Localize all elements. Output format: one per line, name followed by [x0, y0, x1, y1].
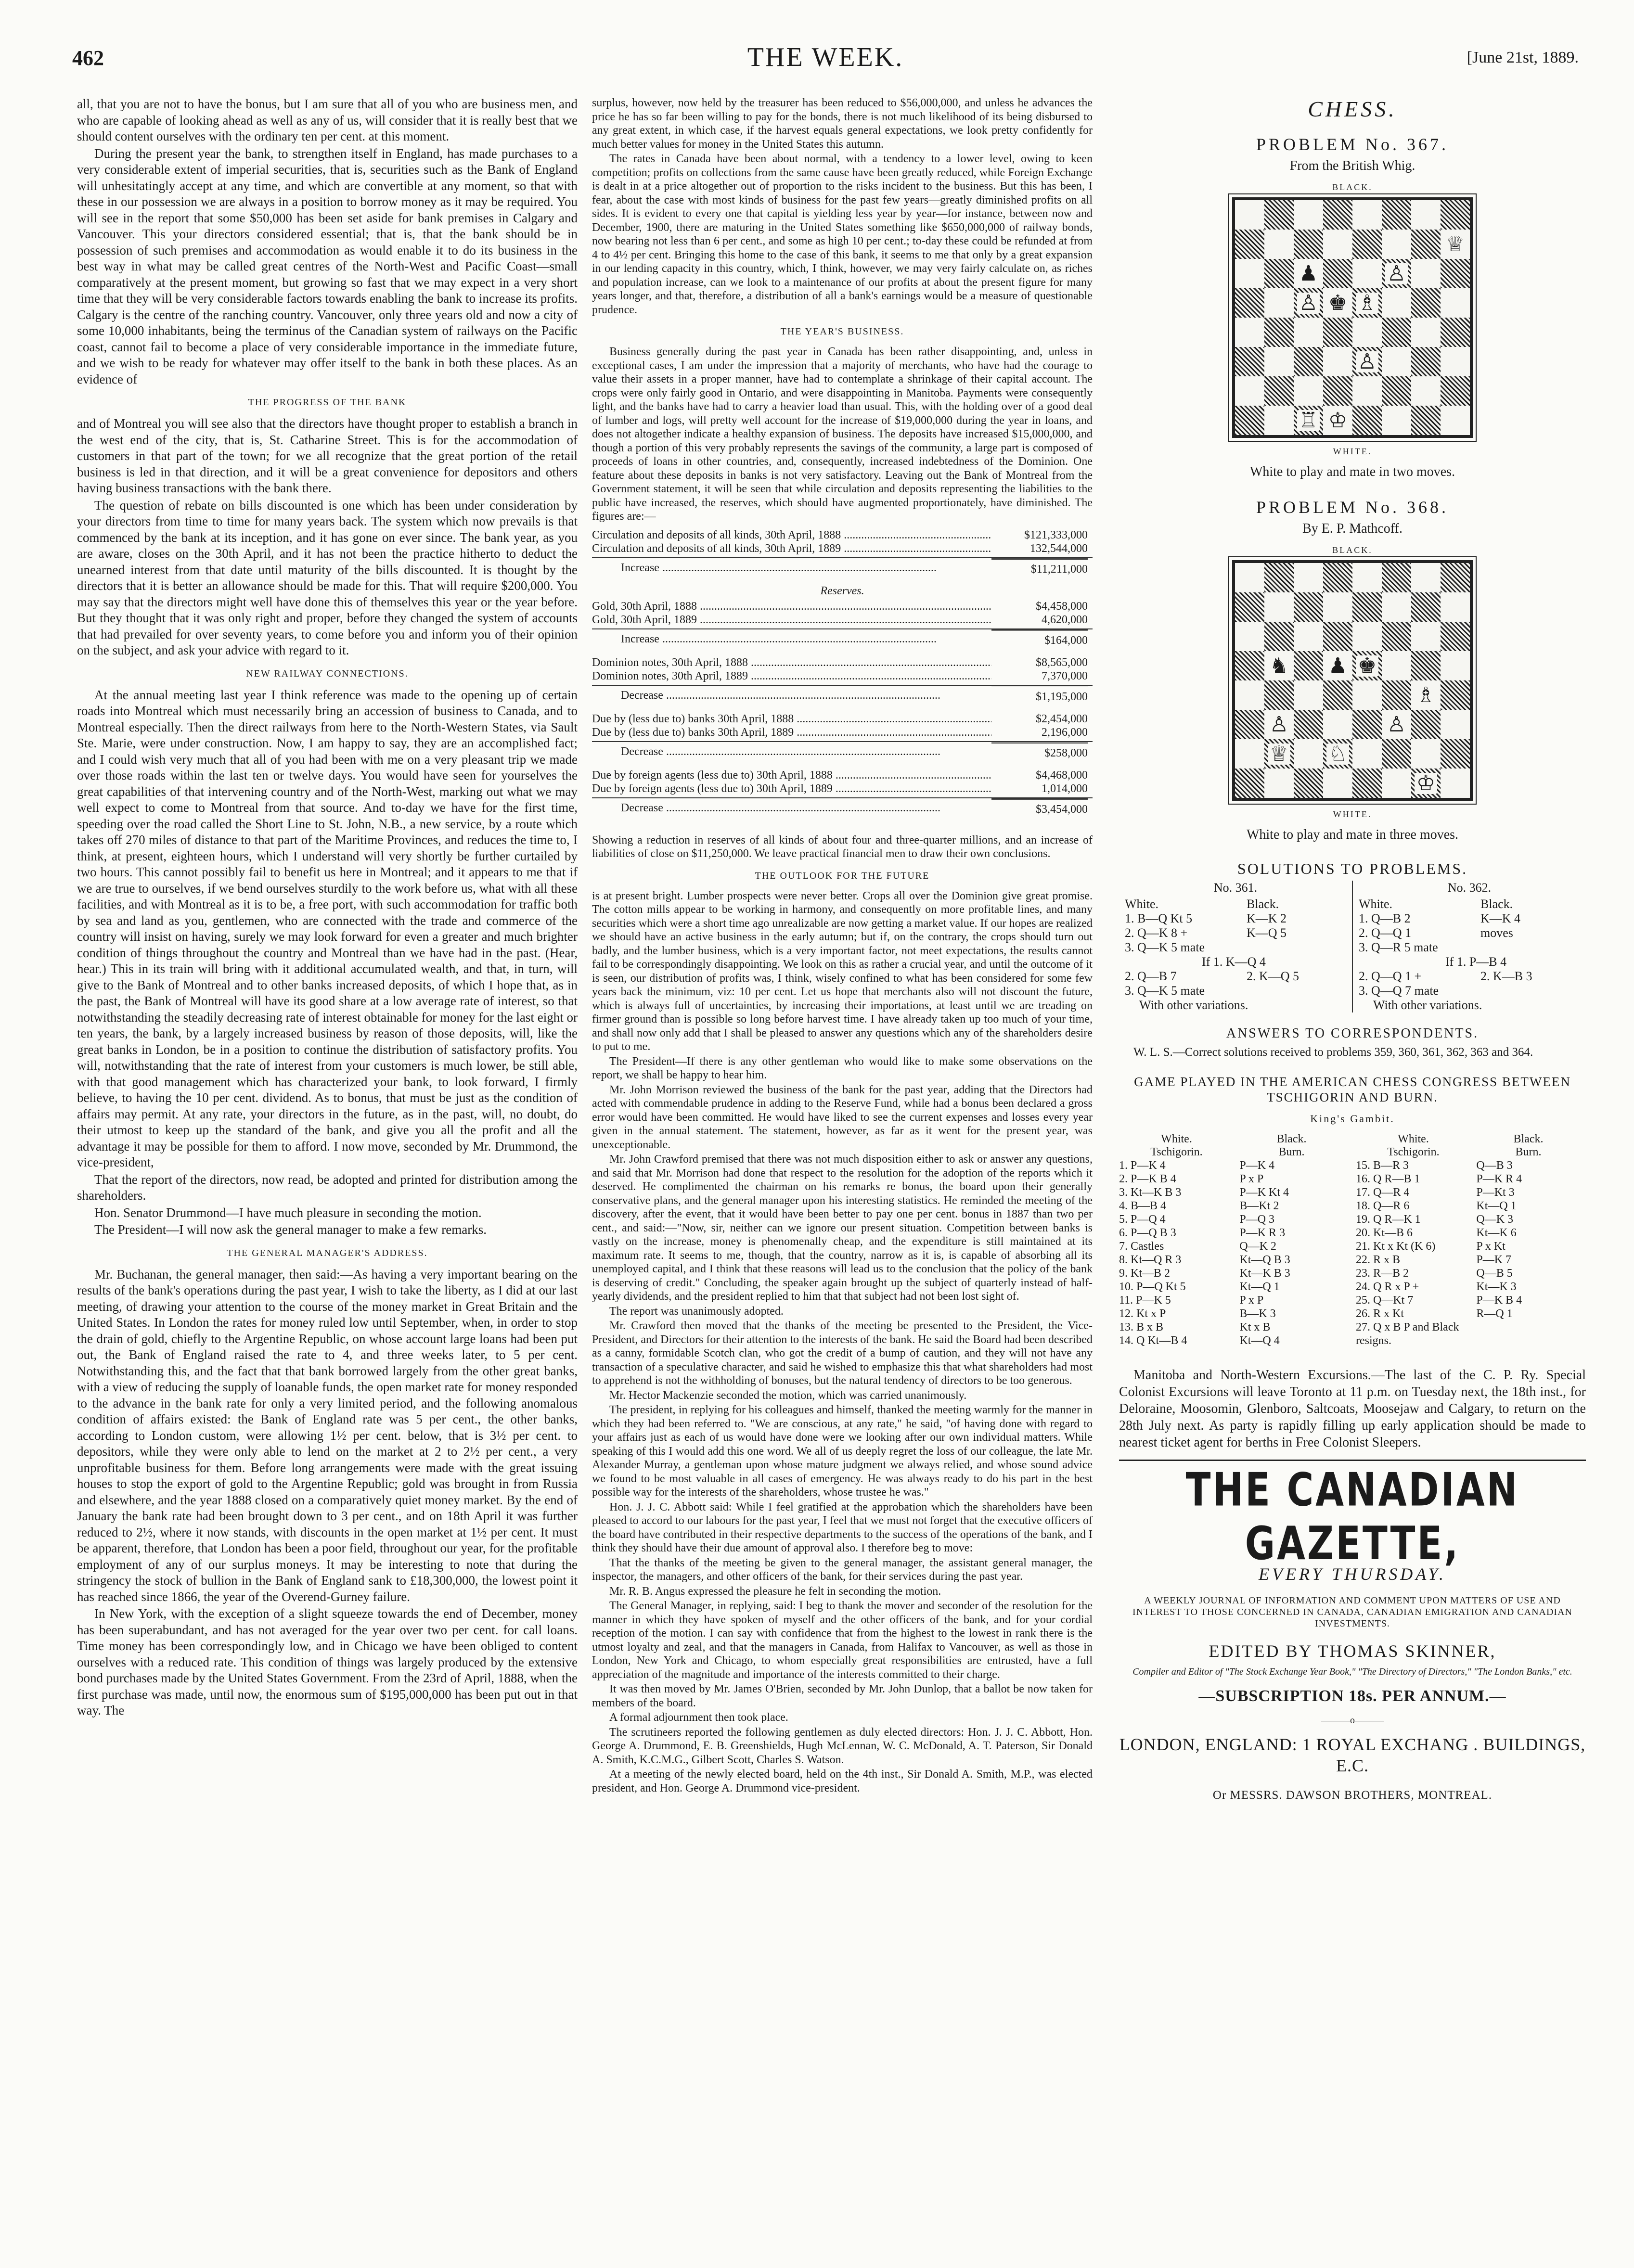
board-square: [1264, 288, 1294, 318]
move-row: 18. Q—R 6 Kt—Q 1: [1356, 1200, 1517, 1212]
board-square: [1441, 376, 1470, 406]
game-subtitle: King's Gambit.: [1310, 1113, 1395, 1125]
chess-piece-icon: ♙: [1385, 714, 1408, 735]
board-square: [1352, 622, 1382, 651]
board-square: [1294, 318, 1323, 347]
paragraph: That the report of the directors, now read, be adopted and printed for distribution among the shareholders.: [77, 1172, 578, 1203]
board-square: [1441, 592, 1470, 622]
masthead: THE WEEK.: [747, 42, 904, 72]
move-row: 8. Kt—Q R 3 Kt—Q B 3: [1119, 1254, 1290, 1266]
board-square: [1352, 200, 1382, 230]
board-square: [1382, 769, 1411, 798]
board-square: [1235, 376, 1264, 406]
move-row: 21. Kt x Kt (K 6) P x Kt: [1356, 1240, 1505, 1253]
paragraph: Mr. Buchanan, the general manager, then said:—As having a very important bearing on the results of the bank's operations during the past year, I wish to take the liberty, as I did at our last meeting, of drawing your attention to the course of the money market in Great Britain and the United States. In London the rates for money ruled low until September, when, in order to stop the drain of gold, chiefly to the Argentine Republic, on whose account large loans had been put out, the Bank of England raised the rate to 4, and three weeks later, to 5 per cent. Notwithstanding this, and the fact that that bank borrowed largely from the other great banks, with a view of reducing the supply of loanable funds, the open market rate for money responded to the advance in the bank rate for only a very limited period, and the following anomalous condition of affairs existed: the Bank of England rate was 5 per cent., the other banks, according to London custom, were allowing 1½ per cent. below, that is 3½ per cent. to depositors, while they were only able to lend on the market at 2 to 2½ per cent., a very unprofitable business for them. Before long arrangements were made with the great issuing houses to stop the export of gold to the Argentine Republic; gold was brought in from Russia and elsewhere, and the year 1888 closed on a comparatively quiet money market. By the end of January the bank rate had been brought down to 3 per cent., and on 18th April it was further reduced to 2½, where it now stands, with discounts in the open market at 1½ per cent. It must be apparent, therefore, that London has been a poor field, throughout our year, for the profitable employment of any of our surplus moneys. It may be interesting to note that during the stringency the stock of bullion in the Bank of England sank to £18,300,000, the lowest point it has reached since 1866, the year of the Overend-Gurney failure.: [77, 1267, 578, 1604]
chess-piece-icon: ♕: [1444, 234, 1467, 255]
move-row: 27. Q x B P and Black resigns.: [1356, 1321, 1459, 1347]
paragraph: Business generally during the past year in Canada has been rather disappointing, and, unless in exceptional cases, I am under the impression that a majority of merchants, who have had the courage to value their assets in a proper manner, have had to contemplate a shrinkage of their capital account. The crops were only fairly good in Ontario, and were disappointing in Manitoba. Payments were consequently light, and the banks have had to carry a heavier load than usual. This, with the holding over of a good deal of lumber and logs, will pretty well account for the increase of $19,000,000 during the year in loans, and does not altogether indicate a healthy expansion of business. The deposits have increased $15,000,000, and though a portion of this very probably represents the savings of the community, a large part is composed of proceeds of loans in other countries, and, consequently, increased indebtedness of the Dominion. One feature about these deposits in banks is not very satisfactory. Leaving out the Bank of Montreal from the Government statement, it will be seen that while circulation and deposits representing the liabilities to the public have increased, the reserves, which should have augmented proportionately, have diminished. The figures are:—: [592, 346, 1093, 523]
paragraph: The president, in replying for his colleagues and himself, thanked the meeting warmly for the manner in which they had been referred to. "We are conscious, at any rate," he said, "of having done with regard to your affairs just as each of us would have done were we looking after our own individual matters. While speaking of this I would add this one word. We all of us deeply regret the loss of our colleague, the late Mr. Alexander Murray, a gentleman upon whose mature judgment we always relied, and whose sound advice we found to be most valuable in all cases of emergency. He was always ready to do his part in the best possible way for the interests of the shareholders, whose trustee he was.": [592, 1404, 1093, 1499]
board-square: [1382, 680, 1411, 710]
board-square: [1382, 406, 1411, 435]
board-square: [1411, 739, 1441, 769]
move-row: 3. Kt—K B 3 P—K Kt 4: [1119, 1186, 1289, 1199]
board-square: [1382, 318, 1411, 347]
paragraph: A formal adjournment then took place.: [609, 1711, 788, 1724]
board-square: [1411, 376, 1441, 406]
gazette-compiler: Compiler and Editor of "The Stock Exchange Year Book," "The Directory of Directors," "The London Banks," etc.: [1132, 1666, 1572, 1677]
page-number: 462: [72, 46, 104, 70]
move-row: 16. Q R—B 1 P—K R 4: [1356, 1173, 1522, 1185]
move-row: 15. B—R 3 Q—B 3: [1356, 1159, 1513, 1172]
board-square: [1294, 230, 1323, 259]
board-square: [1235, 347, 1264, 376]
statement-total: Decrease ..... $1,195,000: [592, 685, 1093, 706]
gazette-address: LONDON, ENGLAND: 1 ROYAL EXCHANG . BUILDINGS, E.C.: [1119, 1735, 1586, 1775]
board-square: [1235, 651, 1264, 680]
column-1: [77, 96, 578, 2238]
board-square: [1411, 680, 1441, 710]
chess-piece-icon: ♗: [1415, 685, 1437, 706]
board-square: [1323, 230, 1352, 259]
paragraph: At the annual meeting last year I think reference was made to the opening up of certain roads into Montreal which must necessarily bring an accession of business to Canada, and to Montreal especially. Then the direct railways from here to the North-Western States, via Sault Ste. Marie, were under construction. Now, I am happy to say, they are an accomplished fact; and I could wish very much that all of you had been with me on a very pleasant trip we made over those roads within the last ten or twelve days. You would have seen for yourselves the great capabilities of that intervening country and of the North-West, marking out what we may well expect to come to Montreal from that source. And to-day we have for the first time, speeding over the road called the Short Line to St. John, N.B., a new service, by a route which takes off 270 miles of distance to that part of the Maritime Provinces, and reduces the time to, I think, at present, eighteen hours, which I understand will very shortly be further curtailed by two hours. This cannot possibly fail to benefit us here in Montreal; and it appears to me that if we are true to ourselves, if we bend ourselves sturdily to the work before us, what with all these facilities, and with Montreal as it is to be, a free port, with such accommodation for traffic both by sea and land as you, gentlemen, who are connected with the trade and commerce of the country will insist on having, surely we may look forward for even a greater and much brighter condition of things throughout the country and Montreal than we have had in the past. (Hear, hear.) This in its train will bring with it additional accumulated wealth, and that, in turn, will give to the Bank of Montreal and to other banks increased deposits, of which I hope that, as in the past, the Bank of Montreal will have its good share at a low average rate of interest, so that notwithstanding the steadily decreasing rate of interest obtainable for money for the last eight or ten years, the bank, by a largely increased business by reason of those deposits, will, like the great banks in London, be in a position to continue the distribution of satisfactory profits. You will, notwithstanding that the rate of interest from your customers is much lower, be still able, with that good management which has characterized your bank, to look forward, I firmly believe, to having the 10 per cent. dividend. As to bonus, that must be just as the condition of affairs may permit. At any rate, your directors in the future, as in the past, will, no doubt, do their utmost to keep up the standard of the bank, and give you all the profit and all the advantage it may be possible for them to afford. I now move, seconded by Mr. Drummond, the vice-president,: [77, 687, 578, 1169]
chess-piece-icon: ♕: [1268, 743, 1290, 765]
board-square: [1323, 739, 1352, 769]
board-square: [1294, 200, 1323, 230]
chess-board-368: [1232, 560, 1473, 801]
section-heading: THE PROGRESS OF THE BANK: [248, 397, 407, 408]
move-row: 13. B x B Kt x B: [1119, 1321, 1271, 1333]
board-square: [1235, 563, 1264, 592]
excursion-notice: Manitoba and North-Western Excursions.—The last of the C. P. Ry. Special Colonist Excursions will leave Toronto at 11 p.m. on Tuesday next, the 18th inst., for Deloraine, Moosomin, Glenboro, Saltcoats, Moosejaw and Calgary, to return on the 28th July next. As party is rapidly filling up early application should be made to nearest ticket agent for berths in Free Colonist Sleepers.: [1119, 1367, 1586, 1461]
game-score: [1119, 1133, 1586, 1347]
statement-row: Due by (less due to) banks 30th April, 1889 ..... 2,196,000: [592, 726, 1093, 739]
chess-title: CHESS.: [1308, 97, 1397, 121]
paragraph: Mr. Crawford then moved that the thanks of the meeting be presented to the President, the Vice-President, and Directors for their attention to the interests of the bank. He said the Board had been described as a canny, formidable Scotch clan, who got the credit of a bump of caution, and they will not have any transaction of a speculative character, and said he wished to emphasize this that what shareholders had most to apprehend is not the withholding of bonuses, but the natural tendency of directors to be too generous.: [592, 1320, 1093, 1387]
board-square: [1441, 230, 1470, 259]
board-square: [1382, 739, 1411, 769]
board-square: [1352, 680, 1382, 710]
white-label: WHITE.: [1333, 809, 1372, 819]
statement-row: Due by foreign agents (less due to) 30th April, 1889 ..... 1,014,000: [592, 782, 1093, 795]
board-square: [1323, 376, 1352, 406]
board-square: [1323, 318, 1352, 347]
board-square: [1294, 710, 1323, 739]
board-square: [1382, 563, 1411, 592]
board-square: [1294, 769, 1323, 798]
separator: ———o———: [1321, 1715, 1384, 1726]
board-square: [1352, 406, 1382, 435]
board-square: [1352, 318, 1382, 347]
board-square: [1264, 592, 1294, 622]
board-square: [1441, 739, 1470, 769]
move-row: 22. R x B P—K 7: [1356, 1254, 1512, 1266]
board-square: [1323, 622, 1352, 651]
paragraph: Hon. Senator Drummond—I have much pleasure in seconding the motion.: [94, 1205, 482, 1220]
paragraph: Mr. R. B. Angus expressed the pleasure he felt in seconding the motion.: [609, 1585, 941, 1598]
board-square: [1382, 622, 1411, 651]
move-row: 6. P—Q B 3 P—K R 3: [1119, 1227, 1286, 1239]
paragraph: Mr. John Crawford premised that there was not much disposition either to ask or answer any questions, and said that Mr. Morrison had done that respect to the resolution for the adoption of the reports which it deserved. He complimented the chairman on his remarks re bonus, the board upon their generally conservative plans, and the general manager upon his interesting statistics. He reminded the meeting of the discovery, after the event, that it would have been better to pay one per cent. bonus in 1887 than two per cent., and said:—"Now, sir, neither can we ignore our present situation. Competition between banks is vastly on the increase, money is phenomenally cheap, and the expenditure is still maintained at its maximum rate. It seems to me, though, that the country, narrow as it is, is capable of absorbing all its unemployed capital, and I think that these reasons will lead us to the conclusion that the policy of the bank is deserving of credit." Concluding, the speaker again brought up the subject of quarterly instead of half-yearly dividends, and the president replied to him that that subject had not been lost sight of.: [592, 1153, 1093, 1303]
paragraph: and of Montreal you will see also that the directors have thought proper to establish a branch in the west end of the city, that is, St. Catharine Street. This is for the accommodation of customers in that part of the town; for we all recognize that the great portion of the retail business is led in that direction, and it will be a great convenience for depositors and others having business transactions with the bank there.: [77, 416, 578, 495]
board-square: [1352, 651, 1382, 680]
solution-362: No. 362. White. Black. 1. Q—B 2 K—K 4 2. Q—Q 1 moves 3. Q—R 5 mate If 1. P—B 4 2. Q—Q 1 + 2. K—B 3 3. Q—Q 7 mate With other variations.: [1352, 881, 1586, 1012]
move-row: 14. Q Kt—B 4 Kt—Q 4: [1119, 1334, 1280, 1347]
paragraph: At a meeting of the newly elected board, held on the 4th inst., Sir Donald A. Smith, M.P., was elected president, and Hon. George A. Drummond vice-president.: [592, 1768, 1093, 1794]
game-title: GAME PLAYED IN THE AMERICAN CHESS CONGRESS BETWEEN TSCHIGORIN AND BURN.: [1134, 1075, 1571, 1104]
problem-367-caption: White to play and mate in two moves.: [1249, 464, 1455, 479]
statement-row: Dominion notes, 30th April, 1888 ..... $8,565,000: [592, 656, 1093, 669]
board-square: [1235, 592, 1264, 622]
board-square: [1411, 769, 1441, 798]
problem-368-title: PROBLEM No. 368.: [1256, 498, 1449, 517]
board-square: [1352, 592, 1382, 622]
chess-piece-icon: ♗: [1356, 293, 1378, 314]
board-square: [1352, 563, 1382, 592]
move-row: 12. Kt x P B—K 3: [1119, 1307, 1276, 1320]
board-square: [1411, 259, 1441, 288]
move-row: 24. Q R x P + Kt—K 3: [1356, 1281, 1517, 1293]
board-square: [1411, 622, 1441, 651]
statement-subhead: Reserves.: [820, 584, 864, 597]
board-square: [1441, 769, 1470, 798]
board-square: [1235, 288, 1264, 318]
board-square: [1235, 622, 1264, 651]
board-square: [1235, 769, 1264, 798]
answers-title: ANSWERS TO CORRESPONDENTS.: [1226, 1026, 1479, 1041]
board-square: [1294, 259, 1323, 288]
board-square: [1382, 592, 1411, 622]
section-heading: NEW RAILWAY CONNECTIONS.: [246, 668, 409, 679]
chess-piece-icon: ♖: [1297, 410, 1320, 431]
problem-367-byline: From the British Whig.: [1289, 158, 1415, 173]
board-square: [1264, 318, 1294, 347]
board-square: [1264, 622, 1294, 651]
solutions-title: SOLUTIONS TO PROBLEMS.: [1237, 860, 1468, 877]
problem-368-caption: White to play and mate in three moves.: [1246, 827, 1459, 842]
move-row: 10. P—Q Kt 5 Kt—Q 1: [1119, 1281, 1280, 1293]
board-square: [1441, 651, 1470, 680]
black-label: BLACK.: [1332, 182, 1373, 192]
board-square: [1323, 259, 1352, 288]
statement-total: Decrease ..... $258,000: [592, 741, 1093, 763]
board-square: [1294, 651, 1323, 680]
board-square: [1352, 230, 1382, 259]
paragraph: During the present year the bank, to strengthen itself in England, has made purchases to a very considerable extent of imperial securities, that is, securities such as the Bank of England will unhesitatingly accept at any time, and which are convertible at any moment, so that with these in our possession we are always in a position to borrow money as it may be required. You will see in the report that some $50,000 has been set aside for bank premises in Calgary and Vancouver. This your directors considered essential; that is, that the bank should be in possession of such premises and accommodation as would enable it to do its business in the best way in what may be called great centres of the North-West and Pacific Coast—small comparatively at the present moment, but growing so fast that we may expect in a very short time that they will be very considerable factors towards enabling the bank to increase its profits. Calgary is the centre of the ranching country. Vancouver, only three years old and now a city of some 10,000 inhabitants, being the terminus of the Canadian system of railways on the Pacific coast, cannot fail to become a place of very considerable importance in the immediate future, and we wish to be ready for whatever may offer itself to the bank in both these places. As an evidence of: [77, 146, 578, 386]
move-row: 1. P—K 4 P—K 4: [1119, 1159, 1275, 1172]
section-heading: THE YEAR'S BUSINESS.: [780, 326, 904, 337]
solution-361: No. 361. White. Black. 1. B—Q Kt 5 K—K 2 2. Q—K 8 + K—Q 5 3. Q—K 5 mate If 1. K—Q 4 2. Q—B 7 2. K—Q 5 3. Q—K 5 mate With other variations.: [1125, 881, 1299, 1012]
move-row: 11. P—K 5 P x P: [1119, 1294, 1264, 1307]
reserves-statement: [592, 528, 1093, 819]
move-row: 17. Q—R 4 P—Kt 3: [1356, 1186, 1515, 1199]
board-square: [1352, 739, 1382, 769]
board-square: [1264, 739, 1294, 769]
board-square: [1264, 680, 1294, 710]
chess-piece-icon: ♟: [1297, 263, 1320, 284]
chess-piece-icon: ♙: [1385, 263, 1408, 284]
move-row: 4. B—B 4 B—Kt 2: [1119, 1200, 1279, 1212]
statement-total: Increase ..... $11,211,000: [592, 557, 1093, 579]
chess-piece-icon: ♚: [1326, 293, 1349, 314]
move-row: 9. Kt—B 2 Kt—K B 3: [1119, 1267, 1290, 1280]
move-row: 2. P—K B 4 P x P: [1119, 1173, 1264, 1185]
board-square: [1352, 259, 1382, 288]
board-square: [1323, 563, 1352, 592]
section-heading: THE GENERAL MANAGER'S ADDRESS.: [227, 1247, 428, 1258]
move-row: 25. Q—Kt 7 P—K B 4: [1356, 1294, 1522, 1307]
gazette-agents: Or MESSRS. DAWSON BROTHERS, MONTREAL.: [1212, 1789, 1492, 1802]
paragraph: The report was unanimously adopted.: [609, 1305, 784, 1318]
paragraph: Mr. Hector Mackenzie seconded the motion, which was carried unanimously.: [609, 1389, 967, 1402]
paragraph: all, that you are not to have the bonus, but I am sure that all of you who are business men, and who are capable of looking ahead as well as any of us, will consider that it is really best that we should content ourselves with the ordinary ten per cent. at this moment.: [77, 97, 578, 143]
solutions: [1119, 881, 1586, 1012]
board-square: [1382, 347, 1411, 376]
board-square: [1264, 200, 1294, 230]
move-row: 5. P—Q 4 P—Q 3: [1119, 1213, 1275, 1226]
board-square: [1323, 592, 1352, 622]
board-square: [1411, 406, 1441, 435]
issue-date: [June 21st, 1889.: [1467, 49, 1579, 66]
paragraph: The General Manager, in replying, said: I beg to thank the mover and seconder of the resolution for the manner in which they have spoken of myself and the other officers of the bank, and for your cordial reception of the motion. I can say with confidence that from the highest to the lowest in rank there is the utmost loyalty and zeal, and that the managers in Canada, from Halifax to Vancouver, as well as those in London, New York and Chicago, to whom especially great responsibilities are entrusted, have a full appreciation of the magnitude and importance of the interests committed to their charge.: [592, 1600, 1093, 1681]
gazette-description: A WEEKLY JOURNAL OF INFORMATION AND COMMENT UPON MATTERS OF USE AND INTEREST TO THOSE CONCERNED IN CANADA, CANADIAN EMIGRATION AND CANADIAN INVESTMENTS.: [1132, 1595, 1572, 1629]
section-heading: THE OUTLOOK FOR THE FUTURE: [755, 870, 930, 881]
board-square: [1441, 288, 1470, 318]
board-square: [1235, 739, 1264, 769]
board-square: [1441, 563, 1470, 592]
gazette-subscription: —SUBSCRIPTION 18s. PER ANNUM.—: [1198, 1687, 1506, 1705]
paragraph: surplus, however, now held by the treasurer has been reduced to $56,000,000, and unless he advances the price he has so far been willing to pay for the bonds, there is not much likelihood of its being disbursed to any great extent, in which case, if the harvest equals general expectations, we look pretty confidently for much better values for money in the United States this autumn.: [592, 97, 1093, 151]
board-square: [1382, 259, 1411, 288]
board-square: [1411, 710, 1441, 739]
board-square: [1382, 200, 1411, 230]
paragraph: Hon. J. J. C. Abbott said: While I feel gratified at the approbation which the shareholders have been pleased to accord to our labours for the past year, I feel that we must not forget that the executive officers of the board have contributed in their respective departments to the success of the operations of the bank, and I think they should have their due amount of approval also. I therefore beg to move:: [592, 1500, 1093, 1554]
chess-piece-icon: ♔: [1415, 773, 1437, 794]
statement-row: Dominion notes, 30th April, 1889 ..... 7,370,000: [592, 669, 1093, 683]
board-square: [1294, 622, 1323, 651]
problem-368-byline: By E. P. Mathcoff.: [1302, 521, 1402, 536]
board-square: [1441, 622, 1470, 651]
board-square: [1382, 651, 1411, 680]
board-square: [1264, 376, 1294, 406]
move-row: 20. Kt—B 6 Kt—K 6: [1356, 1227, 1517, 1239]
board-square: [1352, 288, 1382, 318]
chess-piece-icon: ♙: [1356, 351, 1378, 372]
board-square: [1294, 406, 1323, 435]
board-square: [1235, 710, 1264, 739]
column-3: [1119, 96, 1586, 2238]
paragraph: The President—I will now ask the general manager to make a few remarks.: [94, 1222, 487, 1237]
paragraph: Showing a reduction in reserves of all kinds of about four and three-quarter millions, and an increase of liabilities of close on $11,250,000. We leave practical financial men to draw their own conclusions.: [592, 833, 1093, 860]
board-square: [1382, 288, 1411, 318]
board-square: [1441, 347, 1470, 376]
paragraph: is at present bright. Lumber prospects were never better. Crops all over the Dominion give great promise. The cotton mills appear to be working in harmony, and consequently on more profitable lines, and many securities which were a short time ago unrealizable are now getting a market value. If our hopes are realized we should have an active business in the early autumn; but if, on the contrary, the crops should turn out badly, and the lumber business, which is a very important factor, not meet expectations, the results cannot fail to be correspondingly disappointing. We look on this as rather a crucial year, and until the outcome of it is seen, our distribution of profits was, I think, wisely confined to what has been considered for some few years back the minimum, viz: 10 per cent. Let us hope that merchants also will not discount the future, which is always full of uncertainties, by increasing their importations, at least until we are treading on firmer ground than is possible so long before harvest time. I have already taken up too much of your time, and shall now only add that I shall be pleased to answer any questions which any of the shareholders desire to put to me.: [592, 889, 1093, 1053]
board-square: [1235, 318, 1264, 347]
paragraph: The President—If there is any other gentleman who would like to make some observations on the report, we shall be happy to hear him.: [592, 1055, 1093, 1081]
board-square: [1323, 288, 1352, 318]
board-square: [1323, 200, 1352, 230]
board-square: [1235, 200, 1264, 230]
board-square: [1441, 318, 1470, 347]
board-square: [1441, 200, 1470, 230]
paragraph: It was then moved by Mr. James O'Brien, seconded by Mr. John Dunlop, that a ballot be now taken for members of the board.: [592, 1683, 1093, 1709]
board-square: [1294, 347, 1323, 376]
answers-text: W. L. S.—Correct solutions received to problems 359, 360, 361, 362, 363 and 364.: [1133, 1046, 1533, 1059]
board-square: [1323, 347, 1352, 376]
board-square: [1411, 200, 1441, 230]
move-row: 7. Castles Q—K 2: [1119, 1240, 1277, 1253]
chess-piece-icon: ♟: [1326, 655, 1349, 677]
paragraph: The scrutineers reported the following gentlemen as duly elected directors: Hon. J. J. C. Abbott, Hon. George A. Drummond, E. B. Greenshields, Hugh McLennan, W. C. McDonald, A. T. Paterson, Sir Donald A. Smith, K.C.M.G., Gilbert Scott, Charles S. Watson.: [592, 1726, 1093, 1766]
game-moves-right: White. Black. Tschigorin. Burn. 15. B—R 3 Q—B 3 16. Q R—B 1 P—K R 4 17. Q—R 4 P—Kt 3 18. Q—R 6 Kt—Q 1 19. Q R—K 1 Q—K 3 20. Kt—B 6 Kt—K 6 21. Kt x Kt (K 6) P x Kt 22. R x B P—K 7 23. R—B 2 Q—B 5 24. Q R x P + Kt—K 3 25. Q—Kt 7 P—K B 4 26. R x Kt R—Q 1 27. Q x B P and Black resigns.: [1349, 1133, 1586, 1347]
board-square: [1235, 230, 1264, 259]
board-square: [1323, 710, 1352, 739]
board-square: [1235, 680, 1264, 710]
chess-piece-icon: ♙: [1297, 293, 1320, 314]
column-2: [592, 96, 1093, 2238]
white-label: WHITE.: [1333, 447, 1372, 456]
board-square: [1323, 651, 1352, 680]
board-square: [1382, 230, 1411, 259]
board-square: [1411, 288, 1441, 318]
statement-row: Circulation and deposits of all kinds, 30th April, 1889 ..... 132,544,000: [592, 542, 1093, 555]
move-row: 26. R x Kt R—Q 1: [1356, 1307, 1513, 1320]
board-square: [1411, 347, 1441, 376]
chess-piece-icon: ♘: [1326, 743, 1349, 765]
board-square: [1411, 563, 1441, 592]
board-square: [1264, 406, 1294, 435]
board-square: [1441, 710, 1470, 739]
board-square: [1382, 710, 1411, 739]
chess-piece-icon: ♙: [1268, 714, 1290, 735]
board-square: [1411, 651, 1441, 680]
gazette-title: THE CANADIAN GAZETTE,: [1185, 1462, 1519, 1570]
board-square: [1411, 318, 1441, 347]
board-square: [1294, 680, 1323, 710]
board-square: [1441, 680, 1470, 710]
board-square: [1323, 680, 1352, 710]
chess-piece-icon: ♔: [1326, 410, 1349, 431]
chess-piece-icon: ♞: [1268, 655, 1290, 677]
paragraph: That the thanks of the meeting be given to the general manager, the assistant general manager, the inspector, the managers, and other officers of the bank, for their services during the past year.: [592, 1556, 1093, 1583]
board-square: [1352, 347, 1382, 376]
problem-367-title: PROBLEM No. 367.: [1256, 135, 1449, 154]
move-row: 23. R—B 2 Q—B 5: [1356, 1267, 1513, 1280]
page-header: [72, 42, 1579, 84]
board-square: [1352, 710, 1382, 739]
statement-row: Circulation and deposits of all kinds, 30th April, 1888 ..... $121,333,000: [592, 528, 1093, 542]
paragraph: In New York, with the exception of a slight squeeze towards the end of December, money has been superabundant, and has not averaged for the year over two per cent. for call loans. Time money has been correspondingly low, and in Chicago we have been obliged to content ourselves with a reduced rate. This condition of things was largely produced by the extensive bond purchases made by the United States Government. From the 23rd of April, 1888, when the first purchase was made, until now, the enormous sum of $195,000,000 has been put out in that way. The: [77, 1606, 578, 1717]
board-square: [1264, 769, 1294, 798]
statement-total: Decrease ..... $3,454,000: [592, 797, 1093, 819]
statement-row: Due by (less due to) banks 30th April, 1888 ..... $2,454,000: [592, 712, 1093, 726]
paragraph: The question of rebate on bills discounted is one which has been under consideration by your directors from time to time for many years back. The system which now prevails is that commenced by the bank at its inception, and it has gone on ever since. The bank year, as you are aware, closes on the 30th April, and it has not been the practice hitherto to deduct the unearned interest from that date until maturity of the bills discounted. It is thought by the directors that it is better an allowance should be made for this. That will require $200,000. You may say that the directors might well have done this of themselves this year or the year before. But they thought that it was only right and proper, before they changed the system of accounts that had prevailed for over seventy years, to come before you and inform you of their opinion on the subject, and ask your advice with regard to it.: [77, 498, 578, 657]
board-square: [1264, 259, 1294, 288]
board-square: [1323, 406, 1352, 435]
board-square: [1441, 406, 1470, 435]
board-square: [1264, 230, 1294, 259]
gazette-editor: EDITED BY THOMAS SKINNER,: [1209, 1641, 1496, 1661]
chess-piece-icon: ♚: [1356, 655, 1378, 677]
board-square: [1294, 376, 1323, 406]
board-square: [1264, 651, 1294, 680]
statement-row: Gold, 30th April, 1888 ..... $4,458,000: [592, 600, 1093, 613]
board-square: [1323, 769, 1352, 798]
statement-row: Due by foreign agents (less due to) 30th April, 1888 ..... $4,468,000: [592, 769, 1093, 782]
gazette-every: EVERY THURSDAY.: [1258, 1564, 1447, 1584]
move-row: 19. Q R—K 1 Q—K 3: [1356, 1213, 1514, 1226]
board-square: [1352, 769, 1382, 798]
paragraph: Mr. John Morrison reviewed the business of the bank for the past year, adding that the Directors had acted with commendable prudence in adding to the Reserve Fund, while had a bonus been declared a gross error would have been committed. He would have liked to see the current expenses and losses every year given in the annual statement. The statement, however, as far as it went for the present year, was unexceptionable.: [592, 1083, 1093, 1151]
board-square: [1411, 230, 1441, 259]
canadian-gazette-ad: [1119, 1462, 1586, 1802]
board-square: [1235, 406, 1264, 435]
board-square: [1382, 376, 1411, 406]
board-square: [1264, 563, 1294, 592]
statement-total: Increase ..... $164,000: [592, 628, 1093, 650]
game-moves-left: White. Black. Tschigorin. Burn. 1. P—K 4 P—K 4 2. P—K B 4 P x P 3. Kt—K B 3 P—K Kt 4 4. B—B 4 B—Kt 2 5. P—Q 4 P—Q 3 6. P—Q B 3 P—K R 3 7. Castles Q—K 2 8. Kt—Q R 3 Kt—Q B 3 9. Kt—B 2 Kt—K B 3 10. P—Q Kt 5 Kt—Q 1 11. P—K 5 P x P 12. Kt x P B—K 3 13. B x B Kt x B 14. Q Kt—B 4 Kt—Q 4: [1119, 1133, 1349, 1347]
board-square: [1264, 347, 1294, 376]
board-square: [1294, 739, 1323, 769]
statement-row: Gold, 30th April, 1889 ..... 4,620,000: [592, 613, 1093, 627]
board-square: [1411, 592, 1441, 622]
board-square: [1294, 592, 1323, 622]
board-square: [1294, 563, 1323, 592]
board-square: [1441, 259, 1470, 288]
board-square: [1352, 376, 1382, 406]
chess-board-367: [1232, 197, 1473, 438]
board-square: [1235, 259, 1264, 288]
paragraph: The rates in Canada have been about normal, with a tendency to a lower level, owing to keen competition; profits on collections from the same cause have been greatly reduced, while Foreign Exchange is dealt in at a price altogether out of proportion to the risks incident to the business. But this has been, I fear, about the case with most kinds of business for the past few years—greatly diminished profits on all sides. It is evident to every one that capital is yielding less year by year—for instance, between now and December, 1900, there are maturing in the United States something like $650,000,000 of railway bonds, now bearing not less than 6 per cent., and some as high 10 per cent.; to-day these could be refunded at from 4 to 4½ per cent. Bringing this home to the case of this bank, it seems to me that only by a great expansion in our lending capacity in this country, which, I think, however, we may very fairly calculate on, as riches and population increase, can we look to a maintenance of our profits at about the present figure for many years longer, and that, therefore, a distribution of all a bank's earnings would be a measure of questionable prudence.: [592, 153, 1093, 316]
black-label: BLACK.: [1332, 545, 1373, 555]
board-square: [1294, 288, 1323, 318]
board-square: [1264, 710, 1294, 739]
